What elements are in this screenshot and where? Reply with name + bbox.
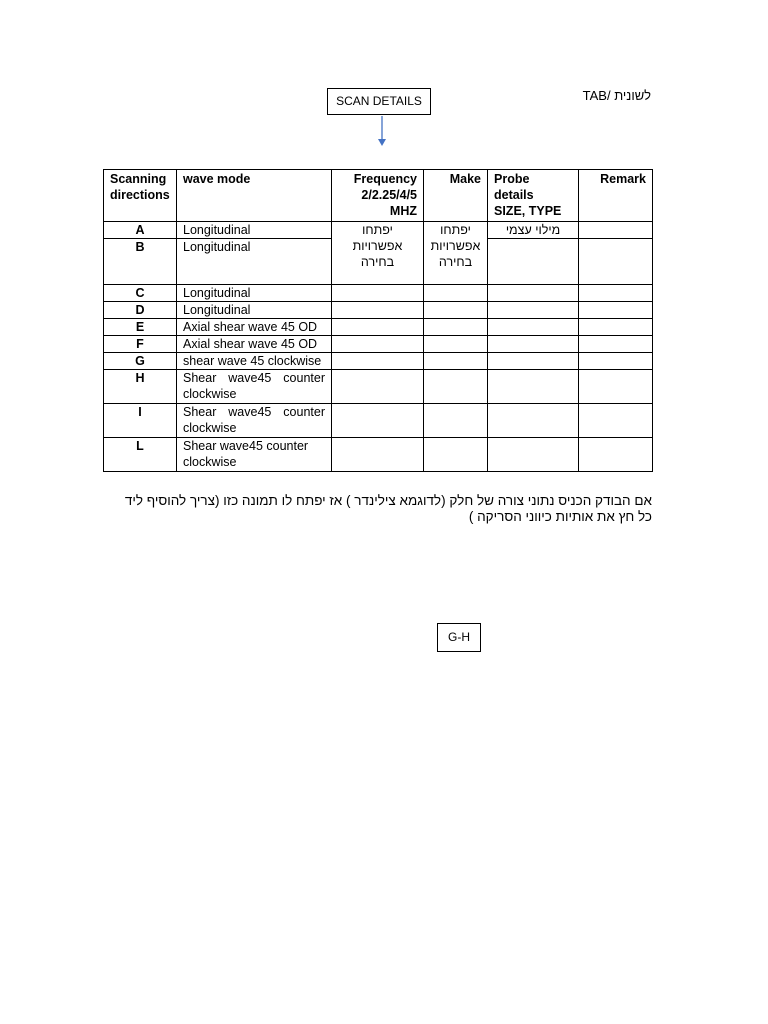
table-row	[104, 319, 653, 336]
make-cell[interactable]	[424, 285, 488, 302]
scan-details-box[interactable]: SCAN DETAILS	[327, 88, 431, 115]
direction-cell: G	[104, 353, 177, 370]
tab-label: לשונית /TAB	[582, 88, 651, 103]
wave-mode-cell: Axial shear wave 45 OD	[177, 336, 332, 353]
table-row	[104, 336, 653, 353]
header-make: Make	[424, 170, 488, 222]
table-row	[104, 222, 653, 239]
wave-mode-cell: Axial shear wave 45 OD	[177, 319, 332, 336]
header-probe-details: Probe details SIZE, TYPE	[488, 170, 579, 222]
wave-mode-cell: Shear wave45 counter clockwise	[177, 438, 332, 472]
remark-cell[interactable]	[579, 404, 653, 438]
header-frequency: Frequency 2/2.25/4/5 MHZ	[332, 170, 424, 222]
make-cell[interactable]	[424, 404, 488, 438]
remark-cell[interactable]	[579, 370, 653, 404]
direction-cell: F	[104, 336, 177, 353]
table-row	[104, 302, 653, 319]
probe-details-input[interactable]	[488, 438, 579, 472]
remark-cell[interactable]	[579, 353, 653, 370]
direction-cell: A	[104, 222, 177, 239]
remark-cell[interactable]	[579, 302, 653, 319]
remark-cell[interactable]	[579, 319, 653, 336]
remark-cell[interactable]	[579, 239, 653, 285]
table-row	[104, 404, 653, 438]
direction-cell: C	[104, 285, 177, 302]
probe-details-input[interactable]	[488, 302, 579, 319]
frequency-cell[interactable]	[332, 302, 424, 319]
remark-cell[interactable]	[579, 438, 653, 472]
probe-details-input[interactable]	[488, 370, 579, 404]
remark-cell[interactable]	[579, 285, 653, 302]
frequency-cell[interactable]	[332, 370, 424, 404]
frequency-select-cell[interactable]: יפתחו אפשרויות בחירה	[332, 222, 424, 285]
probe-details-input[interactable]: מילוי עצמי	[488, 222, 579, 239]
frequency-cell[interactable]	[332, 319, 424, 336]
probe-details-input[interactable]	[488, 239, 579, 285]
probe-details-input[interactable]	[488, 285, 579, 302]
make-select-cell[interactable]: יפתחו אפשרויות בחירה	[424, 222, 488, 285]
frequency-cell[interactable]	[332, 336, 424, 353]
instruction-note: אם הבודק הכניס נתוני צורה של חלק (לדוגמא צילינדר ) אז יפתח לו תמונה כזו (צריך להוסיף ליד כל חץ את אותיות כיווני הסריקה )	[124, 493, 652, 524]
table-row	[104, 353, 653, 370]
gh-direction-box[interactable]: G-H	[437, 623, 481, 652]
frequency-cell[interactable]	[332, 438, 424, 472]
make-cell[interactable]	[424, 438, 488, 472]
table-row	[104, 370, 653, 404]
direction-cell: E	[104, 319, 177, 336]
make-cell[interactable]	[424, 336, 488, 353]
table-header-row	[104, 170, 653, 222]
header-scanning-directions: Scanning directions	[104, 170, 177, 222]
wave-mode-cell: shear wave 45 clockwise	[177, 353, 332, 370]
frequency-cell[interactable]	[332, 285, 424, 302]
wave-mode-cell: Longitudinal	[177, 239, 332, 285]
down-arrow-icon	[375, 116, 389, 148]
wave-mode-cell: Longitudinal	[177, 285, 332, 302]
header-wave-mode: wave mode	[177, 170, 332, 222]
wave-mode-cell: Shear wave45 counter clockwise	[177, 404, 332, 438]
wave-mode-cell: Shear wave45 counter clockwise	[177, 370, 332, 404]
wave-mode-cell: Longitudinal	[177, 222, 332, 239]
table-row	[104, 285, 653, 302]
make-cell[interactable]	[424, 353, 488, 370]
make-cell[interactable]	[424, 319, 488, 336]
direction-cell: I	[104, 404, 177, 438]
direction-cell: D	[104, 302, 177, 319]
frequency-cell[interactable]	[332, 353, 424, 370]
header-remark: Remark	[579, 170, 653, 222]
frequency-cell[interactable]	[332, 404, 424, 438]
probe-details-input[interactable]	[488, 336, 579, 353]
direction-cell: L	[104, 438, 177, 472]
scan-details-table	[103, 169, 653, 472]
make-cell[interactable]	[424, 302, 488, 319]
remark-cell[interactable]	[579, 222, 653, 239]
remark-cell[interactable]	[579, 336, 653, 353]
direction-cell: B	[104, 239, 177, 285]
make-cell[interactable]	[424, 370, 488, 404]
table-row	[104, 438, 653, 472]
wave-mode-cell: Longitudinal	[177, 302, 332, 319]
direction-cell: H	[104, 370, 177, 404]
probe-details-input[interactable]	[488, 319, 579, 336]
probe-details-input[interactable]	[488, 404, 579, 438]
probe-details-input[interactable]	[488, 353, 579, 370]
